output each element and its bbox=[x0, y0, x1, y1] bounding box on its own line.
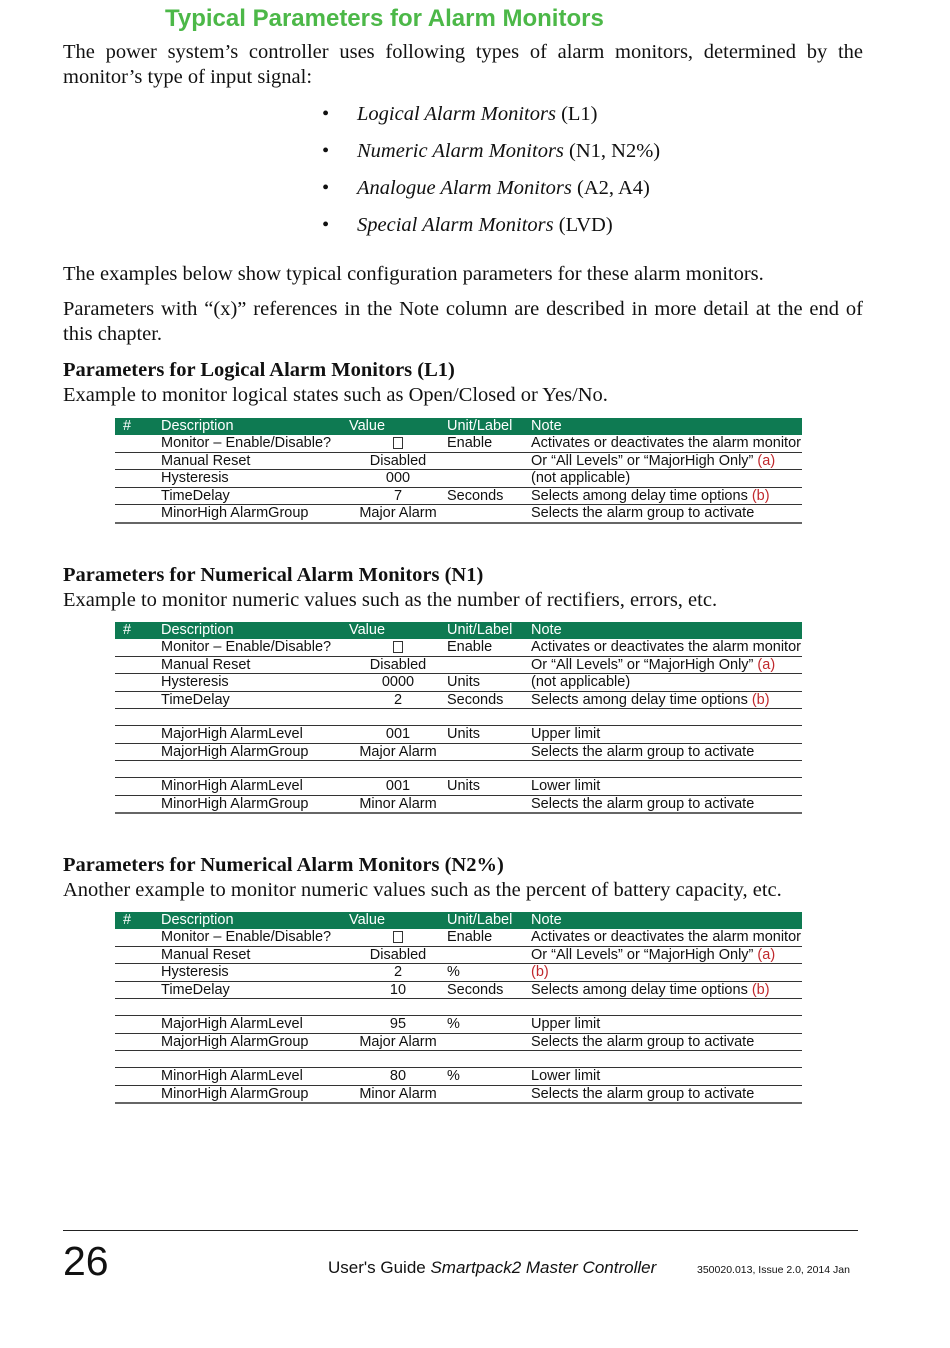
note-text: Upper limit bbox=[531, 1016, 601, 1033]
note-text: Selects the alarm group to activate bbox=[531, 1085, 755, 1102]
parameter-note bbox=[531, 435, 802, 452]
parameter-description: MinorHigh AlarmGroup bbox=[161, 795, 349, 813]
row-number-cell bbox=[115, 1068, 161, 1086]
parameter-value: Major Alarm bbox=[349, 743, 447, 761]
parameter-note bbox=[531, 1016, 802, 1034]
parameter-note bbox=[531, 778, 802, 796]
monitor-type-name: Analogue Alarm Monitors bbox=[357, 177, 572, 199]
column-header-description: Description bbox=[161, 622, 349, 639]
parameter-description: TimeDelay bbox=[161, 691, 349, 709]
row-number-cell bbox=[115, 1033, 161, 1051]
note-text: (not applicable) bbox=[531, 674, 631, 691]
parameter-table-n2 bbox=[115, 912, 802, 1104]
page-title: Typical Parameters for Alarm Monitors bbox=[165, 5, 604, 32]
parameter-unit bbox=[447, 795, 531, 813]
row-number-cell bbox=[115, 964, 161, 982]
table-row bbox=[115, 452, 802, 470]
section-heading-n2: Parameters for Numerical Alarm Monitors (N2%) bbox=[63, 854, 504, 876]
parameter-unit: Enable bbox=[447, 435, 531, 452]
parameter-description: MajorHigh AlarmGroup bbox=[161, 1033, 349, 1051]
note-text: Selects the alarm group to activate bbox=[531, 795, 755, 812]
parameter-unit bbox=[447, 1033, 531, 1051]
parameter-description: Manual Reset bbox=[161, 946, 349, 964]
parameter-table-n1 bbox=[115, 622, 802, 814]
column-header-note: Note bbox=[531, 418, 802, 435]
section-description-n2: Another example to monitor numeric values such as the percent of battery capacity, etc. bbox=[63, 879, 782, 901]
parameter-note bbox=[531, 946, 802, 964]
parameter-value: 000 bbox=[349, 470, 447, 488]
note-text: Activates or deactivates the alarm monitor bbox=[531, 435, 801, 452]
monitor-type-list bbox=[322, 100, 660, 248]
spacer-cell bbox=[531, 999, 802, 1016]
column-header-unit: Unit/Label bbox=[447, 418, 531, 435]
parameter-description: MinorHigh AlarmGroup bbox=[161, 505, 349, 523]
parameter-value: 7 bbox=[349, 487, 447, 505]
footer-guide-title bbox=[328, 1258, 656, 1278]
row-number-cell bbox=[115, 929, 161, 946]
parameter-unit: % bbox=[447, 964, 531, 982]
column-header-value: Value bbox=[349, 622, 447, 639]
parameter-value: Disabled bbox=[349, 656, 447, 674]
note-text: Selects the alarm group to activate bbox=[531, 1033, 755, 1050]
table-row bbox=[115, 691, 802, 709]
parameter-unit bbox=[447, 656, 531, 674]
spacer-cell bbox=[115, 709, 161, 726]
column-header-note: Note bbox=[531, 622, 802, 639]
parameter-description: TimeDelay bbox=[161, 981, 349, 999]
parameter-unit: Enable bbox=[447, 639, 531, 656]
column-header-number: # bbox=[115, 418, 161, 435]
monitor-type-code: (LVD) bbox=[553, 214, 613, 236]
spacer-cell bbox=[531, 1051, 802, 1068]
parameter-description: MinorHigh AlarmLevel bbox=[161, 778, 349, 796]
column-header-description: Description bbox=[161, 418, 349, 435]
monitor-type-name: Logical Alarm Monitors bbox=[357, 103, 556, 125]
column-header-value: Value bbox=[349, 418, 447, 435]
parameter-description: Hysteresis bbox=[161, 674, 349, 692]
parameter-note bbox=[531, 452, 802, 470]
parameter-note bbox=[531, 795, 802, 813]
parameter-description: TimeDelay bbox=[161, 487, 349, 505]
intro-paragraph: The power system’s controller uses following types of alarm monitors, determined by the monitor’s type of input signal: bbox=[63, 41, 863, 88]
row-number-cell bbox=[115, 1085, 161, 1103]
parameter-note bbox=[531, 743, 802, 761]
parameter-note bbox=[531, 691, 802, 709]
checkbox-icon bbox=[393, 437, 403, 449]
parameter-unit bbox=[447, 452, 531, 470]
parameter-description: Hysteresis bbox=[161, 470, 349, 488]
parameter-description: MajorHigh AlarmLevel bbox=[161, 1016, 349, 1034]
table-row bbox=[115, 1016, 802, 1034]
monitor-type-name: Special Alarm Monitors bbox=[357, 214, 554, 236]
table-row bbox=[115, 778, 802, 796]
parameter-description: MinorHigh AlarmLevel bbox=[161, 1068, 349, 1086]
footer-divider bbox=[63, 1230, 858, 1231]
footer-guide-prefix: User's Guide bbox=[328, 1258, 431, 1277]
spacer-cell bbox=[115, 999, 161, 1016]
checkbox-icon bbox=[393, 931, 403, 943]
note-text: Upper limit bbox=[531, 726, 601, 743]
spacer-cell bbox=[161, 761, 349, 778]
parameter-unit: Units bbox=[447, 778, 531, 796]
table-spacer-row bbox=[115, 999, 802, 1016]
parameter-value: 2 bbox=[349, 691, 447, 709]
parameter-note bbox=[531, 929, 802, 946]
note-text: Selects among delay time options bbox=[531, 691, 752, 708]
parameter-note bbox=[531, 981, 802, 999]
spacer-cell bbox=[161, 709, 349, 726]
table-row bbox=[115, 435, 802, 452]
table-row bbox=[115, 639, 802, 656]
monitor-type-code: (L1) bbox=[555, 103, 598, 125]
parameter-unit bbox=[447, 470, 531, 488]
row-number-cell bbox=[115, 1016, 161, 1034]
spacer-cell bbox=[115, 761, 161, 778]
parameter-unit: Units bbox=[447, 674, 531, 692]
parameter-value: Disabled bbox=[349, 946, 447, 964]
parameter-description: Manual Reset bbox=[161, 656, 349, 674]
row-number-cell bbox=[115, 795, 161, 813]
section-heading-n1: Parameters for Numerical Alarm Monitors (N1) bbox=[63, 564, 484, 586]
parameter-unit bbox=[447, 505, 531, 523]
note-text: Or “All Levels” or “MajorHigh Only” bbox=[531, 452, 758, 469]
row-number-cell bbox=[115, 946, 161, 964]
parameter-value: 2 bbox=[349, 964, 447, 982]
parameter-note bbox=[531, 674, 802, 692]
parameter-note bbox=[531, 1085, 802, 1103]
row-number-cell bbox=[115, 470, 161, 488]
parameter-note bbox=[531, 1068, 802, 1086]
list-item bbox=[322, 174, 660, 211]
parameter-description: Monitor – Enable/Disable? bbox=[161, 435, 349, 452]
parameter-description: Monitor – Enable/Disable? bbox=[161, 639, 349, 656]
parameter-value: 10 bbox=[349, 981, 447, 999]
column-header-unit: Unit/Label bbox=[447, 912, 531, 929]
row-number-cell bbox=[115, 639, 161, 656]
note-text: Selects among delay time options bbox=[531, 487, 752, 504]
note-reference: (b) bbox=[751, 981, 770, 998]
monitor-type-code: (A2, A4) bbox=[571, 177, 650, 199]
row-number-cell bbox=[115, 691, 161, 709]
parameter-note bbox=[531, 470, 802, 488]
row-number-cell bbox=[115, 452, 161, 470]
list-item bbox=[322, 211, 660, 248]
table-row bbox=[115, 726, 802, 744]
spacer-cell bbox=[531, 761, 802, 778]
footer-product-name: Smartpack2 Master Controller bbox=[430, 1258, 657, 1277]
row-number-cell bbox=[115, 981, 161, 999]
table-row bbox=[115, 1068, 802, 1086]
monitor-type-code: (N1, N2%) bbox=[563, 140, 661, 162]
parameter-unit: Seconds bbox=[447, 691, 531, 709]
column-header-description: Description bbox=[161, 912, 349, 929]
parameter-description: Manual Reset bbox=[161, 452, 349, 470]
note-text: (not applicable) bbox=[531, 470, 631, 487]
table-row bbox=[115, 505, 802, 523]
parameter-description: MinorHigh AlarmGroup bbox=[161, 1085, 349, 1103]
references-paragraph: Parameters with “(x)” references in the Note column are described in more detail at the end of this chapter. bbox=[63, 298, 863, 345]
note-text: Lower limit bbox=[531, 778, 601, 795]
parameter-value: 95 bbox=[349, 1016, 447, 1034]
parameter-value: 80 bbox=[349, 1068, 447, 1086]
note-reference: (b) bbox=[751, 487, 770, 504]
table-row bbox=[115, 743, 802, 761]
parameter-unit: Units bbox=[447, 726, 531, 744]
note-reference: (a) bbox=[757, 452, 776, 469]
parameter-note bbox=[531, 639, 802, 656]
parameter-value bbox=[349, 929, 447, 946]
bullet-icon: • bbox=[322, 177, 330, 199]
spacer-cell bbox=[447, 761, 531, 778]
note-reference: (a) bbox=[757, 946, 776, 963]
parameter-unit: Seconds bbox=[447, 981, 531, 999]
parameter-note bbox=[531, 1033, 802, 1051]
row-number-cell bbox=[115, 674, 161, 692]
table-spacer-row bbox=[115, 1051, 802, 1068]
parameter-value: Major Alarm bbox=[349, 1033, 447, 1051]
table-header-row bbox=[115, 418, 802, 435]
row-number-cell bbox=[115, 505, 161, 523]
parameter-description: Hysteresis bbox=[161, 964, 349, 982]
parameter-unit bbox=[447, 946, 531, 964]
column-header-number: # bbox=[115, 622, 161, 639]
row-number-cell bbox=[115, 656, 161, 674]
table-row bbox=[115, 470, 802, 488]
table-row bbox=[115, 487, 802, 505]
spacer-cell bbox=[115, 1051, 161, 1068]
parameter-unit: % bbox=[447, 1016, 531, 1034]
spacer-cell bbox=[447, 709, 531, 726]
bullet-icon: • bbox=[322, 140, 330, 162]
monitor-type-name: Numeric Alarm Monitors bbox=[357, 140, 564, 162]
spacer-cell bbox=[349, 1051, 447, 1068]
bullet-icon: • bbox=[322, 103, 330, 125]
section-description-n1: Example to monitor numeric values such as the number of rectifiers, errors, etc. bbox=[63, 589, 718, 611]
table-row bbox=[115, 674, 802, 692]
parameter-note bbox=[531, 487, 802, 505]
list-item bbox=[322, 100, 660, 137]
parameter-value: Minor Alarm bbox=[349, 795, 447, 813]
note-text: Lower limit bbox=[531, 1068, 601, 1085]
parameter-description: MajorHigh AlarmLevel bbox=[161, 726, 349, 744]
table-row bbox=[115, 1033, 802, 1051]
parameter-note bbox=[531, 964, 802, 982]
table-row bbox=[115, 964, 802, 982]
section-description-l1: Example to monitor logical states such as Open/Closed or Yes/No. bbox=[63, 384, 608, 406]
parameter-unit: Seconds bbox=[447, 487, 531, 505]
footer-document-reference: 350020.013, Issue 2.0, 2014 Jan bbox=[697, 1264, 850, 1276]
row-number-cell bbox=[115, 487, 161, 505]
spacer-cell bbox=[161, 1051, 349, 1068]
spacer-cell bbox=[447, 1051, 531, 1068]
parameter-note bbox=[531, 726, 802, 744]
parameter-value: Minor Alarm bbox=[349, 1085, 447, 1103]
parameter-value: Disabled bbox=[349, 452, 447, 470]
spacer-cell bbox=[349, 761, 447, 778]
parameter-note bbox=[531, 505, 802, 523]
examples-paragraph: The examples below show typical configuration parameters for these alarm monitors. bbox=[63, 263, 764, 285]
note-text: Activates or deactivates the alarm monitor bbox=[531, 929, 801, 946]
table-row bbox=[115, 1085, 802, 1103]
parameter-unit bbox=[447, 1085, 531, 1103]
table-spacer-row bbox=[115, 761, 802, 778]
parameter-value: 001 bbox=[349, 726, 447, 744]
spacer-cell bbox=[349, 999, 447, 1016]
note-text: Selects among delay time options bbox=[531, 981, 752, 998]
column-header-note: Note bbox=[531, 912, 802, 929]
note-reference: (b) bbox=[531, 964, 549, 981]
column-header-unit: Unit/Label bbox=[447, 622, 531, 639]
note-text: Selects the alarm group to activate bbox=[531, 505, 755, 522]
table-header-row bbox=[115, 622, 802, 639]
spacer-cell bbox=[161, 999, 349, 1016]
note-text: Or “All Levels” or “MajorHigh Only” bbox=[531, 656, 758, 673]
bullet-icon: • bbox=[322, 214, 330, 236]
parameter-value: 001 bbox=[349, 778, 447, 796]
row-number-cell bbox=[115, 726, 161, 744]
note-reference: (b) bbox=[751, 691, 770, 708]
table-row bbox=[115, 656, 802, 674]
section-heading-l1: Parameters for Logical Alarm Monitors (L1) bbox=[63, 359, 455, 381]
column-header-number: # bbox=[115, 912, 161, 929]
parameter-unit: % bbox=[447, 1068, 531, 1086]
parameter-value bbox=[349, 435, 447, 452]
table-header-row bbox=[115, 912, 802, 929]
table-row bbox=[115, 981, 802, 999]
parameter-unit bbox=[447, 743, 531, 761]
spacer-cell bbox=[447, 999, 531, 1016]
row-number-cell bbox=[115, 778, 161, 796]
parameter-unit: Enable bbox=[447, 929, 531, 946]
column-header-value: Value bbox=[349, 912, 447, 929]
note-reference: (a) bbox=[757, 656, 776, 673]
page-number: 26 bbox=[63, 1238, 109, 1284]
parameter-table-l1 bbox=[115, 418, 802, 524]
row-number-cell bbox=[115, 435, 161, 452]
table-row bbox=[115, 795, 802, 813]
parameter-description: MajorHigh AlarmGroup bbox=[161, 743, 349, 761]
parameter-value bbox=[349, 639, 447, 656]
list-item bbox=[322, 137, 660, 174]
parameter-value: 0000 bbox=[349, 674, 447, 692]
row-number-cell bbox=[115, 743, 161, 761]
parameter-description: Monitor – Enable/Disable? bbox=[161, 929, 349, 946]
table-row bbox=[115, 929, 802, 946]
parameter-note bbox=[531, 656, 802, 674]
note-text: Or “All Levels” or “MajorHigh Only” bbox=[531, 946, 758, 963]
table-spacer-row bbox=[115, 709, 802, 726]
table-row bbox=[115, 946, 802, 964]
note-text: Activates or deactivates the alarm monitor bbox=[531, 639, 801, 656]
note-text: Selects the alarm group to activate bbox=[531, 743, 755, 760]
spacer-cell bbox=[531, 709, 802, 726]
checkbox-icon bbox=[393, 641, 403, 653]
spacer-cell bbox=[349, 709, 447, 726]
parameter-value: Major Alarm bbox=[349, 505, 447, 523]
